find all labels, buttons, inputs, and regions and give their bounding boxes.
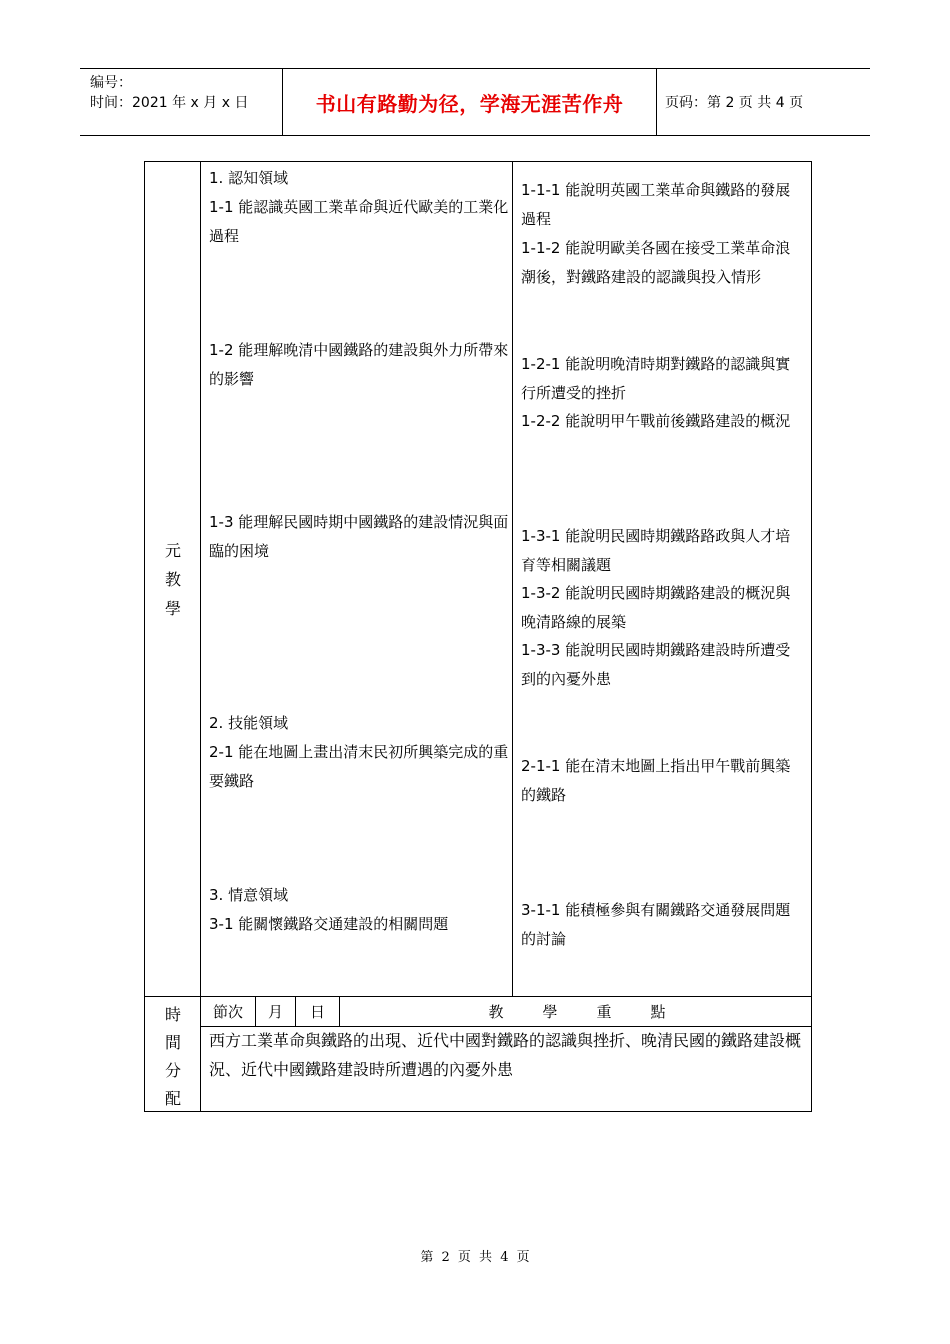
day-header: 日: [309, 1003, 325, 1021]
objective-2-1: 2-1 能在地圖上畫出清末民初所興築完成的重要鐵路: [209, 743, 509, 790]
focus-header-char: 點: [650, 1003, 666, 1021]
focus-header-char: 學: [542, 1003, 558, 1021]
divider-time-row: [145, 996, 811, 997]
side-label-char: 教: [164, 570, 181, 589]
header-meta: [90, 73, 248, 113]
time-label: 时间：2021 年 x 月 x 日: [90, 95, 249, 111]
number-label: 编号：: [90, 75, 132, 91]
objectives-table: [144, 161, 812, 1112]
objective-1-3-1: 1-3-1 能說明民國時期鐵路路政與人才培育等相關議題: [521, 527, 791, 574]
objective-3-1-1: 3-1-1 能積極參與有關鐵路交通發展問題的討論: [521, 901, 791, 948]
month-header: 月: [267, 1003, 283, 1021]
focus-header-char: 重: [596, 1003, 612, 1021]
objective-1-1-1: 1-1-1 能說明英國工業革命與鐵路的發展過程: [521, 181, 791, 228]
domain-affective-title: 3. 情意領域: [209, 886, 289, 904]
domain-skill-title: 2. 技能領域: [209, 714, 289, 732]
time-label-char: 配: [164, 1089, 181, 1108]
objective-1-1-2: 1-1-2 能說明歐美各國在接受工業革命浪潮後，對鐵路建設的認識與投入情形: [521, 239, 791, 286]
objective-1-3-2: 1-3-2 能說明民國時期鐵路建設的概況與晚清路線的展築: [521, 584, 791, 631]
page-header: [80, 68, 870, 136]
side-label-char: 學: [164, 599, 181, 618]
page-footer: 第 2 页 共 4 页: [420, 1250, 530, 1265]
session-header: 節次: [212, 1003, 243, 1021]
motto: 书山有路勤为径，学海无涯苦作舟: [282, 69, 657, 135]
objective-1-3-3: 1-3-3 能說明民國時期鐵路建設時所遭受到的內憂外患: [521, 641, 791, 688]
page-info: 页码：第 2 页 共 4 页: [665, 95, 804, 111]
focus-header-char: 教: [488, 1003, 504, 1021]
time-label-char: 分: [164, 1061, 181, 1080]
objective-1-2-2: 1-2-2 能說明甲午戰前後鐵路建設的概況: [521, 412, 791, 430]
side-label-char: 元: [164, 541, 181, 560]
objective-1-3: 1-3 能理解民國時期中國鐵路的建設情況與面臨的困境: [209, 513, 509, 560]
objective-2-1-1: 2-1-1 能在清末地圖上指出甲午戰前興築的鐵路: [521, 757, 791, 804]
objective-1-2-1: 1-2-1 能說明晚清時期對鐵路的認識與實行所遭受的挫折: [521, 355, 791, 402]
objective-3-1: 3-1 能關懷鐵路交通建設的相關問題: [209, 915, 449, 933]
divider-side: [200, 162, 201, 1111]
divider-day: [339, 996, 340, 1026]
objective-1-1: 1-1 能認識英國工業革命與近代歐美的工業化過程: [209, 198, 509, 245]
teaching-focus-summary: 西方工業革命與鐵路的出現、近代中國對鐵路的認識與挫折、晚清民國的鐵路建設概況、近代中國鐵路建設時所遭遇的內憂外患: [209, 1031, 802, 1079]
time-label-char: 間: [164, 1033, 181, 1052]
objective-1-2: 1-2 能理解晚清中國鐵路的建設與外力所帶來的影響: [209, 341, 509, 388]
time-label-char: 時: [164, 1005, 181, 1024]
divider-columns: [512, 162, 513, 997]
domain-cognitive-title: 1. 認知領域: [209, 169, 289, 187]
